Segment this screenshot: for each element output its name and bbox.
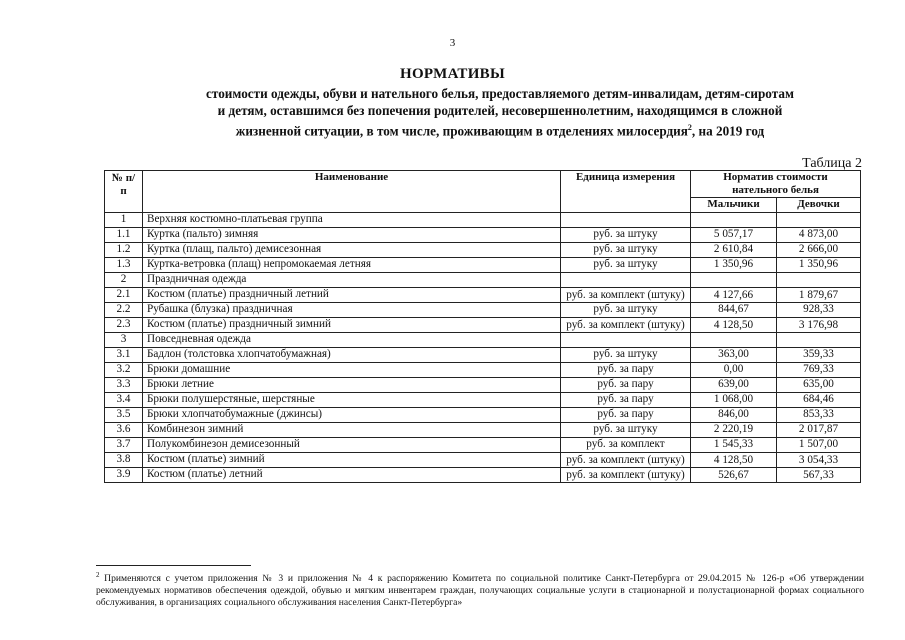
row-name: Брюки летние (143, 378, 561, 393)
row-girls-value: 3 176,98 (777, 318, 861, 333)
row-number: 2 (105, 273, 143, 288)
row-unit: руб. за штуку (561, 228, 691, 243)
row-number: 3.9 (105, 468, 143, 483)
row-girls-value: 4 873,00 (777, 228, 861, 243)
row-boys-value: 1 545,33 (691, 438, 777, 453)
row-girls-value: 853,33 (777, 408, 861, 423)
table-row (105, 213, 861, 228)
row-boys-value (691, 333, 777, 348)
row-number: 3 (105, 333, 143, 348)
footnote-divider (96, 565, 251, 566)
row-unit: руб. за штуку (561, 258, 691, 273)
table-label: Таблица 2 (802, 156, 862, 171)
row-boys-value: 1 068,00 (691, 393, 777, 408)
table-row (105, 243, 861, 258)
row-name: Повседневная одежда (143, 333, 561, 348)
header-num (105, 171, 143, 213)
row-name: Костюм (платье) праздничный зимний (143, 318, 561, 333)
header-name: Наименование (143, 171, 561, 213)
table-row (105, 393, 861, 408)
row-number: 3.5 (105, 408, 143, 423)
header-num-text: № п/п (111, 172, 136, 197)
row-girls-value: 1 350,96 (777, 258, 861, 273)
row-number: 3.7 (105, 438, 143, 453)
row-unit (561, 273, 691, 288)
row-boys-value: 2 610,84 (691, 243, 777, 258)
header-girls: Девочки (777, 198, 861, 213)
row-girls-value: 3 054,33 (777, 453, 861, 468)
row-boys-value: 4 128,50 (691, 318, 777, 333)
table-row (105, 468, 861, 483)
row-unit: руб. за комплект (561, 438, 691, 453)
page-number: 3 (449, 37, 456, 49)
table-header-row (105, 171, 861, 198)
table-row (105, 258, 861, 273)
row-boys-value: 844,67 (691, 303, 777, 318)
row-girls-value: 1 879,67 (777, 288, 861, 303)
table-row (105, 318, 861, 333)
row-name: Верхняя костюмно-платьевая группа (143, 213, 561, 228)
row-number: 1.3 (105, 258, 143, 273)
table-row (105, 453, 861, 468)
table-row (105, 273, 861, 288)
row-number: 1.1 (105, 228, 143, 243)
table-body (105, 213, 861, 483)
row-number: 2.3 (105, 318, 143, 333)
subtitle-line: и детям, оставшимся без попечения родителей, несовершеннолетним, находящимся в сложной (217, 103, 783, 118)
row-girls-value: 1 507,00 (777, 438, 861, 453)
row-boys-value: 526,67 (691, 468, 777, 483)
header-unit: Единица измерения (561, 171, 691, 213)
row-boys-value: 4 128,50 (691, 453, 777, 468)
row-unit: руб. за штуку (561, 243, 691, 258)
row-name: Полукомбинезон демисезонный (143, 438, 561, 453)
row-boys-value: 4 127,66 (691, 288, 777, 303)
row-girls-value: 769,33 (777, 363, 861, 378)
row-unit: руб. за пару (561, 408, 691, 423)
row-number: 3.2 (105, 363, 143, 378)
row-name: Брюки хлопчатобумажные (джинсы) (143, 408, 561, 423)
row-unit: руб. за комплект (штуку) (561, 453, 691, 468)
row-name: Рубашка (блузка) праздничная (143, 303, 561, 318)
row-girls-value: 684,46 (777, 393, 861, 408)
table-row (105, 348, 861, 363)
header-norm: Норматив стоимости нательного белья (691, 171, 861, 198)
row-number: 1.2 (105, 243, 143, 258)
row-number: 3.4 (105, 393, 143, 408)
row-number: 2.1 (105, 288, 143, 303)
row-number: 3.6 (105, 423, 143, 438)
row-number: 3.3 (105, 378, 143, 393)
table-row (105, 423, 861, 438)
document-subtitle (150, 85, 850, 139)
footnote-text: Применяются с учетом приложения № 3 и приложения № 4 к распоряжению Комитета по социальной политике Санкт-Петербурга от 29.04.2015 № 126-р «Об утверждении рекомендуемых нормативов обеспечения одеждой, обувью и мягким инвентарем граждан, получающих социальные услуги в стационарной и полустационарной формах социального обслуживания, в организациях социального обслуживания населения Санкт-Петербурга» (96, 573, 864, 609)
row-girls-value (777, 333, 861, 348)
row-unit: руб. за комплект (штуку) (561, 468, 691, 483)
row-number: 2.2 (105, 303, 143, 318)
row-name: Брюки полушерстяные, шерстяные (143, 393, 561, 408)
row-boys-value: 846,00 (691, 408, 777, 423)
row-girls-value (777, 273, 861, 288)
row-name: Костюм (платье) праздничный летний (143, 288, 561, 303)
subtitle-tail: , на 2019 год (691, 123, 765, 139)
norms-table (104, 170, 861, 483)
row-boys-value (691, 273, 777, 288)
row-unit: руб. за пару (561, 378, 691, 393)
row-unit (561, 333, 691, 348)
table-row (105, 228, 861, 243)
document-title: НОРМАТИВЫ (400, 66, 505, 82)
row-name: Куртка-ветровка (плащ) непромокаемая летняя (143, 258, 561, 273)
table-row (105, 288, 861, 303)
subtitle-line: стоимости одежды, обуви и нательного белья, предоставляемого детям-инвалидам, детям-сиротам (206, 86, 794, 101)
row-boys-value (691, 213, 777, 228)
row-boys-value: 5 057,17 (691, 228, 777, 243)
table-row (105, 408, 861, 423)
subtitle-line (150, 119, 850, 139)
table-row (105, 438, 861, 453)
footnote-mark: 2 (96, 571, 100, 579)
row-boys-value: 363,00 (691, 348, 777, 363)
table-row (105, 378, 861, 393)
row-girls-value: 567,33 (777, 468, 861, 483)
header-boys: Мальчики (691, 198, 777, 213)
row-name: Бадлон (толстовка хлопчатобумажная) (143, 348, 561, 363)
row-unit: руб. за штуку (561, 348, 691, 363)
row-girls-value: 928,33 (777, 303, 861, 318)
row-unit: руб. за комплект (штуку) (561, 288, 691, 303)
row-number: 3.8 (105, 453, 143, 468)
row-unit: руб. за штуку (561, 423, 691, 438)
row-name: Куртка (пальто) зимняя (143, 228, 561, 243)
row-unit: руб. за пару (561, 363, 691, 378)
row-boys-value: 0,00 (691, 363, 777, 378)
row-name: Костюм (платье) летний (143, 468, 561, 483)
row-girls-value: 2 666,00 (777, 243, 861, 258)
row-unit: руб. за комплект (штуку) (561, 318, 691, 333)
footnote (96, 569, 864, 609)
row-name: Куртка (плащ, пальто) демисезонная (143, 243, 561, 258)
row-number: 1 (105, 213, 143, 228)
row-girls-value: 635,00 (777, 378, 861, 393)
row-name: Костюм (платье) зимний (143, 453, 561, 468)
row-number: 3.1 (105, 348, 143, 363)
row-girls-value: 2 017,87 (777, 423, 861, 438)
row-unit (561, 213, 691, 228)
row-girls-value: 359,33 (777, 348, 861, 363)
table-row (105, 303, 861, 318)
row-name: Брюки домашние (143, 363, 561, 378)
subtitle-line-text: жизненной ситуации, в том числе, проживающим в отделениях милосердия (235, 123, 688, 139)
row-unit: руб. за штуку (561, 303, 691, 318)
table-row (105, 363, 861, 378)
row-name: Комбинезон зимний (143, 423, 561, 438)
subtitle-footnote-mark: 2 (687, 123, 692, 132)
row-girls-value (777, 213, 861, 228)
row-unit: руб. за пару (561, 393, 691, 408)
table-row (105, 333, 861, 348)
row-boys-value: 1 350,96 (691, 258, 777, 273)
row-boys-value: 2 220,19 (691, 423, 777, 438)
row-name: Праздничная одежда (143, 273, 561, 288)
row-boys-value: 639,00 (691, 378, 777, 393)
